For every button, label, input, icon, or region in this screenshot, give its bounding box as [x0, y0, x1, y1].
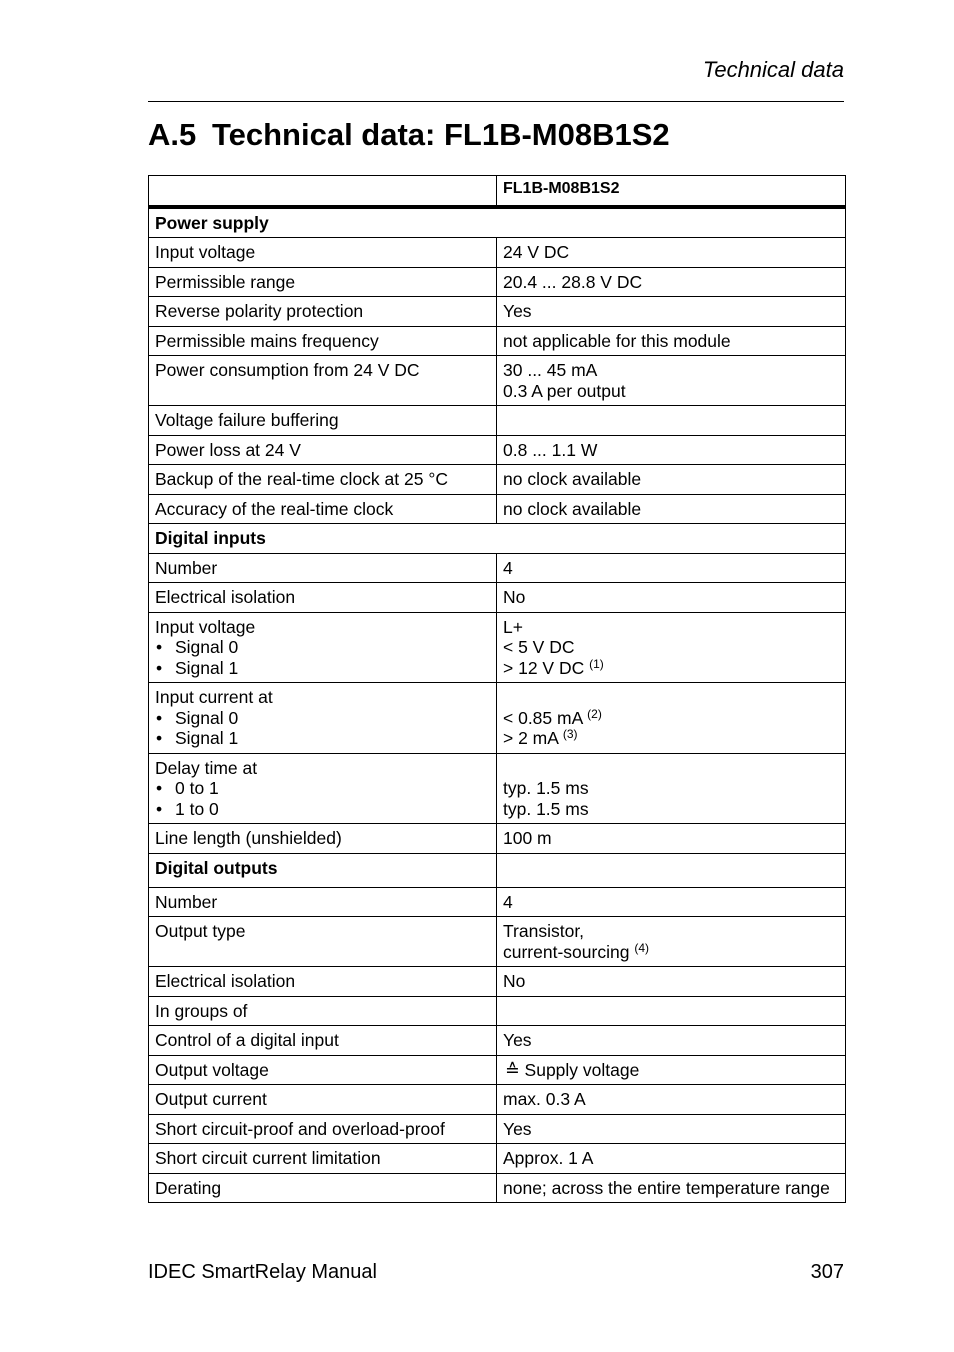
table-row	[149, 967, 846, 997]
table-row	[149, 1085, 846, 1115]
row-label: Electrical isolation	[149, 967, 497, 997]
value-line	[503, 708, 839, 729]
row-value: Approx. 1 A	[497, 1144, 846, 1174]
row-label: In groups of	[149, 996, 497, 1026]
footnote-marker: (3)	[562, 727, 578, 741]
row-label: Reverse polarity protection	[149, 297, 497, 327]
row-value: 0.8 ... 1.1 W	[497, 435, 846, 465]
section-row-power-supply	[149, 207, 846, 238]
bullet-item: • Signal 1	[155, 728, 490, 749]
footer-manual-title: IDEC SmartRelay Manual	[148, 1261, 377, 1283]
row-value	[497, 1055, 846, 1085]
footnote-marker: (2)	[587, 706, 602, 721]
table-row	[149, 917, 846, 967]
row-value: 4	[497, 887, 846, 917]
table-row	[149, 553, 846, 583]
section-empty-cell	[497, 853, 846, 887]
value-line: typ. 1.5 ms	[503, 778, 589, 798]
row-value: Yes	[497, 1114, 846, 1144]
table-row	[149, 406, 846, 436]
row-label: Permissible range	[149, 267, 497, 297]
section-row-digital-outputs	[149, 853, 846, 887]
table-row	[149, 683, 846, 754]
row-label: Short circuit-proof and overload-proof	[149, 1114, 497, 1144]
row-label: Input voltage	[149, 238, 497, 268]
row-value: no clock available	[497, 494, 846, 524]
value-line	[503, 942, 839, 963]
row-value: 24 V DC	[497, 238, 846, 268]
section-label: Digital inputs	[149, 524, 846, 554]
table-row	[149, 1055, 846, 1085]
table-row	[149, 1114, 846, 1144]
footnote-marker: (4)	[634, 940, 649, 955]
value-line: < 5 V DC	[503, 637, 575, 657]
value-text: current-sourcing	[503, 941, 630, 962]
row-value	[497, 996, 846, 1026]
section-title	[148, 117, 670, 153]
bullet-item: • Signal 1	[155, 658, 490, 679]
row-value: Yes	[497, 297, 846, 327]
table-row	[149, 1173, 846, 1203]
table-row	[149, 1026, 846, 1056]
row-value: No	[497, 967, 846, 997]
row-value	[497, 612, 846, 683]
table-row	[149, 996, 846, 1026]
value-line	[503, 658, 839, 679]
row-label: Electrical isolation	[149, 583, 497, 613]
row-value: no clock available	[497, 465, 846, 495]
row-value: No	[497, 583, 846, 613]
table-row	[149, 1144, 846, 1174]
table-row	[149, 824, 846, 854]
label-line: Input current at	[155, 687, 273, 707]
value-line: typ. 1.5 ms	[503, 798, 589, 819]
row-label: Output current	[149, 1085, 497, 1115]
value-line: 0.3 A per output	[503, 380, 626, 401]
table-header-row	[149, 176, 846, 207]
section-label: Digital outputs	[149, 853, 497, 887]
row-value	[497, 753, 846, 824]
row-label	[149, 683, 497, 754]
table-row	[149, 583, 846, 613]
bullet-item: • 0 to 1	[155, 778, 490, 799]
row-value: max. 0.3 A	[497, 1085, 846, 1115]
row-value: none; across the entire temperature range	[497, 1173, 846, 1203]
footnote-marker: (1)	[589, 656, 604, 671]
section-title-text: Technical data: FL1B-M08B1S2	[212, 117, 670, 152]
header-empty-cell	[149, 176, 497, 207]
bullet-item: • Signal 0	[155, 637, 490, 658]
row-value: 4	[497, 553, 846, 583]
header-rule	[148, 101, 844, 102]
row-value: Yes	[497, 1026, 846, 1056]
value-line: 30 ... 45 mA	[503, 360, 598, 380]
table-row	[149, 238, 846, 268]
row-value: 100 m	[497, 824, 846, 854]
table-row	[149, 326, 846, 356]
table-row	[149, 297, 846, 327]
row-label	[149, 612, 497, 683]
header-model-cell: FL1B-M08B1S2	[497, 176, 846, 207]
value-line: Transistor,	[503, 921, 585, 941]
table-row	[149, 267, 846, 297]
table-row	[149, 356, 846, 406]
row-label: Power loss at 24 V	[149, 435, 497, 465]
table-row	[149, 887, 846, 917]
table-row	[149, 435, 846, 465]
bullet-item: • Signal 0	[155, 708, 490, 729]
row-label: Short circuit current limitation	[149, 1144, 497, 1174]
row-label	[149, 753, 497, 824]
value-text: < 0.85 mA	[503, 707, 583, 728]
section-row-digital-inputs	[149, 524, 846, 554]
running-header: Technical data	[702, 57, 844, 82]
row-label: Number	[149, 553, 497, 583]
corresponds-symbol: ≙	[505, 1059, 520, 1080]
bullet-item: • 1 to 0	[155, 799, 490, 820]
section-number: A.5	[148, 117, 197, 152]
table-row	[149, 465, 846, 495]
footer-page-number: 307	[810, 1261, 844, 1283]
value-text: > 12 V DC	[503, 657, 585, 678]
row-label: Derating	[149, 1173, 497, 1203]
row-label: Output voltage	[149, 1055, 497, 1085]
row-label: Permissible mains frequency	[149, 326, 497, 356]
row-label: Voltage failure buffering	[149, 406, 497, 436]
section-label: Power supply	[149, 207, 846, 238]
table-row	[149, 494, 846, 524]
row-value: not applicable for this module	[497, 326, 846, 356]
technical-data-table	[148, 175, 846, 1203]
row-value: 20.4 ... 28.8 V DC	[497, 267, 846, 297]
table-row	[149, 753, 846, 824]
row-value	[497, 683, 846, 754]
row-label: Line length (unshielded)	[149, 824, 497, 854]
label-line: Delay time at	[155, 757, 258, 778]
row-value	[497, 406, 846, 436]
value-text: Supply voltage	[524, 1059, 640, 1080]
table-row	[149, 612, 846, 683]
label-line: Input voltage	[155, 616, 256, 637]
row-label: Backup of the real-time clock at 25 °C	[149, 465, 497, 495]
value-line	[503, 728, 839, 749]
row-label: Output type	[149, 917, 497, 967]
row-label: Accuracy of the real-time clock	[149, 494, 497, 524]
row-label: Number	[149, 887, 497, 917]
row-value	[497, 356, 846, 406]
value-line: L+	[503, 616, 523, 637]
row-label: Control of a digital input	[149, 1026, 497, 1056]
row-label: Power consumption from 24 V DC	[149, 356, 497, 406]
row-value	[497, 917, 846, 967]
value-text: > 2 mA	[503, 728, 558, 748]
